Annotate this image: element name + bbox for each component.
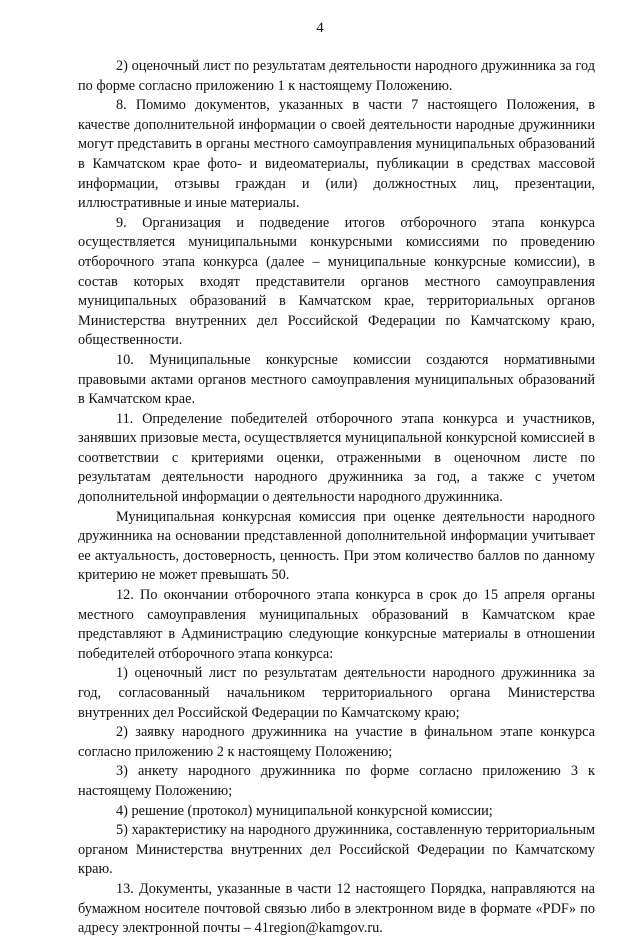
list-item-1-evaluation-sheet: 1) оценочный лист по результатам деятельности народного дружинника за год, согласованный начальником территориального органа Министерства внутренних дел Российской Федерации по Камчатскому краю; xyxy=(78,665,595,721)
paragraph-10-commission-acts: 10. Муниципальные конкурсные комиссии создаются нормативными правовыми актами органов местного самоуправления муниципальных образований в Камчатском крае. xyxy=(78,351,595,408)
list-item-2-application: 2) заявку народного дружинника на участие в финальном этапе конкурса согласно приложению 2 к настоящему Положению; xyxy=(78,724,595,760)
page-number: 4 xyxy=(316,20,324,36)
paragraph-11-winners: 11. Определение победителей отборочного этапа конкурса и участников, занявших призовые места, осуществляется муниципальной конкурсной комиссией в соответствии с критериями оценки, отраженными в оценочном листе по результатам деятельности народного дружинника за год, а также с учетом дополнительной информации о деятельности народного дружинника. xyxy=(78,410,595,506)
list-item-4-decision: 4) решение (протокол) муниципальной конкурсной комиссии; xyxy=(116,802,493,819)
paragraph-8-additional-materials: 8. Помимо документов, указанных в части 7 настоящего Положения, в качестве дополнительной информации о своей деятельности народные дружинники могут представить в органы местного самоуправления муниципальных образований в Камчатском крае фото- и видеоматериалы, публикации в средствах массовой информации, отзывы граждан и (или) должностных лиц, презентации, иллюстративные и иные материалы. xyxy=(78,97,595,212)
paragraph-13-submission: 13. Документы, указанные в части 12 настоящего Порядка, направляются на бумажном носителе почтовой связью либо в электронном виде в формате «PDF» по адресу электронной почты – 41region@kamgov.ru. xyxy=(78,880,595,937)
paragraph-item-2-evaluation-sheet: 2) оценочный лист по результатам деятельности народного дружинника за год по форме согласно приложению 1 к настоящему Положению. xyxy=(78,58,595,94)
document-body xyxy=(78,57,595,939)
paragraph-9-commissions: 9. Организация и подведение итогов отборочного этапа конкурса осуществляется муниципальными конкурсными комиссиями по проведению отборочного этапа конкурса (далее – муниципальные конкурсные комиссии), в состав которых входят представители органов местного самоуправления муниципальных образований в Камчатском крае, территориальных органов Министерства внутренних дел Российской Федерации по Камчатскому краю, общественности. xyxy=(78,214,595,349)
paragraph-12-materials: 12. По окончании отборочного этапа конкурса в срок до 15 апреля органы местного самоуправления муниципальных образований в Камчатском крае представляют в Администрацию следующие конкурсные материалы в отношении победителей отборочного этапа конкурса: xyxy=(78,587,595,662)
paragraph-commission-assessment: Муниципальная конкурсная комиссия при оценке деятельности народного дружинника на основании представленной дополнительной информации учитывает ее актуальность, достоверность, ценность. При этом количество баллов по данному критерию не может превышать 50. xyxy=(78,508,595,584)
list-item-3-questionnaire: 3) анкету народного дружинника по форме согласно приложению 3 к настоящему Положению; xyxy=(78,763,595,799)
list-item-5-characteristic: 5) характеристику на народного дружинника, составленную территориальным органом Министерства внутренних дел Российской Федерации по Камчатскому краю. xyxy=(78,822,595,878)
